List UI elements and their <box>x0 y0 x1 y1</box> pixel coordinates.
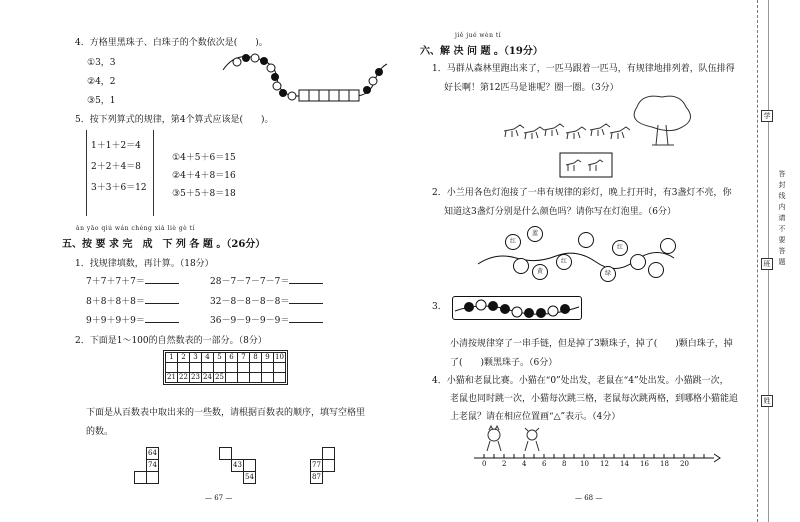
q5-option-3: ③5＋5＋8＝18 <box>172 189 236 199</box>
cell: 2 <box>178 353 190 363</box>
cell: 74 <box>146 459 159 472</box>
answer-blank[interactable] <box>145 275 179 284</box>
side-label: 学 <box>761 110 773 122</box>
q1-eq-4: 28－7－7－7－7＝ <box>210 274 323 287</box>
r-q4-line-2: 老鼠也同时跳一次，小猫每次跳三格，老鼠每次跳两格，到哪格小猫能追 <box>450 394 739 404</box>
cell: 77 <box>310 459 323 472</box>
tick-label: 0 <box>482 460 487 468</box>
r-q4-line-3: 上老鼠？请在相应位置画“△”表示。（4分） <box>450 412 621 422</box>
q4-text: 4．方格里黑珠子、白珠子的个数依次是( )。 <box>75 38 268 48</box>
page-number-right: — 68 — <box>575 494 603 502</box>
cell: 87 <box>310 471 323 484</box>
r-q1-line-1: 1．马群从森林里跑出来了，一匹马跟着一匹马，有规律地排列着，队伍排得 <box>432 64 735 74</box>
q1-eq-6: 36－9－9－9－9＝ <box>210 313 323 326</box>
sec6-title: 六、解 决 问 题 。（19分） <box>420 46 543 57</box>
q1-eq-2: 8＋8＋8＋8＝ <box>86 294 179 307</box>
cell: 23 <box>191 373 200 381</box>
cell: 54 <box>243 471 256 484</box>
q2-desc-2: 的数。 <box>86 427 114 437</box>
answer-blank[interactable] <box>289 314 323 323</box>
bulb[interactable] <box>630 254 646 270</box>
r-q2-line-2: 知道这3盏灯分别是什么颜色吗？请你写在灯泡里。（6分） <box>444 207 676 217</box>
q2-desc-1: 下面是从百数表中取出来的一些数，请根据百数表的顺序，填写空格里 <box>86 408 366 418</box>
r-q2-line-1: 2．小兰用各色灯泡接了一串有规律的彩灯，晚上打开时，有3盏灯不亮，你 <box>432 188 732 198</box>
answer-blank[interactable] <box>289 295 323 304</box>
bulb: 红 <box>556 254 572 270</box>
bulb: 黄 <box>532 264 548 280</box>
cell: 7 <box>238 353 250 363</box>
r-q3-num: 3． <box>432 302 447 312</box>
q2-text: 2．下面是1～100的自然数表的一部分。（8分） <box>75 336 267 346</box>
cell: 21 <box>167 373 176 381</box>
cell: 5 <box>214 353 226 363</box>
q5-formula-3: 3＋3＋6＝12 <box>91 183 147 193</box>
tick-label: 10 <box>580 460 589 468</box>
tick-label: 8 <box>562 460 567 468</box>
bulb: 绿 <box>600 266 616 282</box>
tick-label: 4 <box>522 460 527 468</box>
bulb: 红 <box>612 240 628 256</box>
cell: 9 <box>262 353 274 363</box>
cell: 4 <box>202 353 214 363</box>
bulb: 蓝 <box>527 226 543 242</box>
sec5-pinyin: àn yāo qiú wán chéng xià liè gè tí <box>76 225 195 232</box>
bulb: 红 <box>505 234 521 250</box>
cell: 64 <box>146 447 159 460</box>
sec5-title: 五、按 要 求 完 成 下 列 各 题 。（26分） <box>62 239 266 250</box>
side-note: 答封线内请不要答题 <box>778 170 786 269</box>
r-q3-line-2: 了( )颗黑珠子。（6分） <box>450 358 558 368</box>
r-q4-line-1: 4．小猫和老鼠比赛。小猫在“0”处出发，老鼠在“4”处出发。小猫跳一次， <box>432 376 729 386</box>
bulb[interactable] <box>513 258 529 274</box>
r-q1-line-2: 好长啊！第12匹马是谁呢？圈一圈。（3分） <box>444 83 619 93</box>
bulb[interactable] <box>660 238 676 254</box>
light-string <box>476 222 676 292</box>
answer-blank[interactable] <box>145 314 179 323</box>
bulb[interactable] <box>578 232 594 248</box>
q5-formula-1: 1＋1＋2＝4 <box>91 141 141 151</box>
cell: 6 <box>226 353 238 363</box>
tick-label: 12 <box>600 460 609 468</box>
q4-option-3: ③5，1 <box>87 96 116 106</box>
r-q3-line-1: 小清按规律穿了一串手链，但是掉了3颗珠子，掉了( )颗白珠子，掉 <box>450 339 733 349</box>
hundred-chart <box>163 350 288 385</box>
q1-eq-5: 32－8－8－8－8＝ <box>210 294 323 307</box>
blank-cell[interactable] <box>146 471 159 484</box>
tick-label: 16 <box>640 460 649 468</box>
q5-formula-2: 2＋2＋4＝8 <box>91 162 141 172</box>
blank-cell[interactable] <box>322 459 335 472</box>
binding-margin <box>748 0 800 522</box>
q4-option-2: ②4，2 <box>87 77 116 87</box>
tick-label: 2 <box>502 460 507 468</box>
horses-tree-illustration <box>502 95 692 180</box>
q1-eq-3: 9＋9＋9＋9＝ <box>86 313 179 326</box>
side-label: 姓 <box>761 395 773 407</box>
bracelet-illustration <box>452 296 582 320</box>
q4-option-1: ①3，3 <box>87 58 116 68</box>
tick-label: 20 <box>680 460 689 468</box>
sec6-pinyin: jiě jué wèn tí <box>455 32 502 39</box>
answer-blank[interactable] <box>145 295 179 304</box>
cell: 8 <box>250 353 262 363</box>
answer-blank[interactable] <box>289 275 323 284</box>
tick-label: 6 <box>542 460 547 468</box>
q5-text: 5．按下列算式的规律，第4个算式应该是( )。 <box>75 115 274 125</box>
cell: 3 <box>190 353 202 363</box>
q1-eq-1: 7＋7＋7＋7＝ <box>86 274 179 287</box>
tick-label: 14 <box>620 460 629 468</box>
q1-text: 1．找规律填数，再计算。（18分） <box>75 259 214 269</box>
cell: 24 <box>203 373 212 381</box>
bead-chain-illustration <box>215 50 395 110</box>
page-number-left: — 67 — <box>205 494 233 502</box>
cell: 22 <box>179 373 188 381</box>
tick-label: 18 <box>660 460 669 468</box>
cell: 10 <box>275 353 284 361</box>
side-label: 班 <box>761 258 773 270</box>
cell: 25 <box>215 373 224 381</box>
bulb[interactable] <box>648 262 664 278</box>
cell: 1 <box>166 353 178 363</box>
q5-option-1: ①4＋5＋6＝15 <box>172 153 236 163</box>
q5-option-2: ②4＋4＋8＝16 <box>172 171 236 181</box>
cell: 43 <box>231 459 244 472</box>
